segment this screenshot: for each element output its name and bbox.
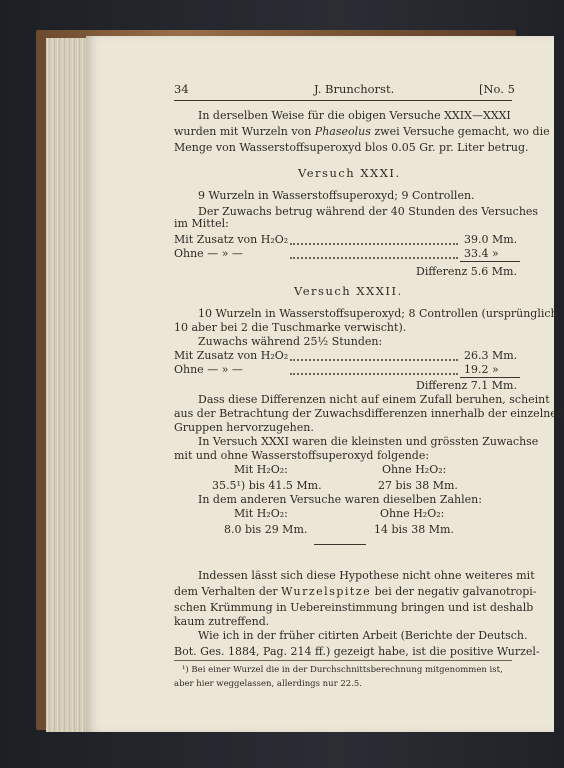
closing-line-2a: dem Verhalten der	[174, 585, 282, 598]
closing-line-2b: bei der negativ galvanotropi-	[371, 585, 537, 598]
v32-mit-label: Mit Zusatz von H₂O₂	[174, 349, 289, 362]
page-edges	[46, 38, 88, 732]
header-rule	[174, 100, 512, 101]
v31-ohne-value: 33.4 »	[464, 247, 499, 260]
intro-italic: Phaseolus	[314, 125, 371, 138]
v32-ohne-dots	[290, 373, 458, 375]
closing-line-6: Bot. Ges. 1884, Pag. 214 ff.) gezeigt habe, ist die positive Wurzel-	[174, 645, 540, 658]
body-line-2: aus der Betrachtung der Zuwachsdifferenzen innerhalb der einzelnen	[174, 407, 564, 420]
footnote-rule	[174, 660, 512, 661]
v31-ohne-label: Ohne — » —	[174, 247, 243, 260]
t1-mit-head: Mit H₂O₂:	[234, 463, 288, 476]
closing-line-1: Indessen lässt sich diese Hypothese nicht ohne weiteres mit	[198, 569, 535, 582]
footnote-line-1: ¹) Bei einer Wurzel die in der Durchschnittsberechnung mitgenommen ist,	[182, 665, 503, 675]
v32-title: Versuch XXXII.	[294, 284, 403, 298]
closing-spaced: Wurzelspitze	[281, 585, 372, 598]
v32-line-3: Zuwachs während 25½ Stunden:	[198, 335, 383, 348]
closing-line-4: kaum zutreffend.	[174, 615, 270, 628]
closing-line-3: schen Krümmung in Uebereinstimmung bringen und ist deshalb	[174, 601, 534, 614]
body-line-4: In Versuch XXXI waren die kleinsten und grössten Zuwachse	[198, 435, 539, 448]
t1-ohne-val: 27 bis 38 Mm.	[378, 479, 458, 492]
body-line-3: Gruppen hervorzugehen.	[174, 421, 314, 434]
intro-line-1: In derselben Weise für die obigen Versuche XXIX—XXXI	[198, 109, 511, 122]
v31-diff: Differenz 5.6 Mm.	[416, 265, 517, 278]
v32-ohne-value: 19.2 »	[464, 363, 499, 376]
t1-mit-val: 35.5¹) bis 41.5 Mm.	[212, 479, 322, 492]
v32-ohne-label: Ohne — » —	[174, 363, 243, 376]
v31-title: Versuch XXXI.	[298, 166, 401, 180]
intro-line-2b: zwei Versuche gemacht, wo die	[370, 125, 550, 138]
t2-ohne-head: Ohne H₂O₂:	[380, 507, 445, 520]
v31-mit-dots	[290, 243, 458, 245]
intro-line-3: Menge von Wasserstoffsuperoxyd blos 0.05 Gr. pr. Liter betrug.	[174, 141, 529, 154]
page-number: 34	[174, 82, 189, 96]
body-line-5: mit und ohne Wasserstoffsuperoxyd folgende:	[174, 449, 430, 462]
t2-mit-val: 8.0 bis 29 Mm.	[224, 523, 308, 536]
book-page	[86, 36, 564, 732]
v31-line-3: im Mittel:	[174, 217, 229, 230]
v31-line-2: Der Zuwachs betrug während der 40 Stunden des Versuches	[198, 205, 539, 218]
closing-line-2	[174, 584, 537, 599]
t2-ohne-val: 14 bis 38 Mm.	[374, 523, 454, 536]
v32-mit-dots	[290, 359, 458, 361]
v32-line-1: 10 Wurzeln in Wasserstoffsuperoxyd; 8 Controllen (ursprünglich	[198, 307, 558, 320]
intro-line-2	[174, 124, 550, 139]
body-line-1: Dass diese Differenzen nicht auf einem Zufall beruhen, scheint	[198, 393, 550, 406]
closing-line-5: Wie ich in der früher citirten Arbeit (Berichte der Deutsch.	[198, 629, 528, 642]
t1-ohne-head: Ohne H₂O₂:	[382, 463, 447, 476]
v32-diff: Differenz 7.1 Mm.	[416, 379, 517, 392]
running-head: J. Brunchorst.	[314, 82, 395, 96]
v31-mit-value: 39.0 Mm.	[464, 233, 518, 246]
section-separator	[314, 544, 366, 545]
t2-mit-head: Mit H₂O₂:	[234, 507, 288, 520]
footnote-line-2: aber hier weggelassen, allerdings nur 22.5.	[174, 679, 363, 689]
v32-line-2: 10 aber bei 2 die Tuschmarke verwischt).	[174, 321, 407, 334]
between-line: In dem anderen Versuche waren dieselben Zahlen:	[198, 493, 482, 506]
issue-number: [No. 5	[479, 82, 515, 96]
v31-ohne-dots	[290, 257, 458, 259]
v31-sum-rule	[460, 261, 520, 262]
v31-mit-label: Mit Zusatz von H₂O₂	[174, 233, 289, 246]
intro-line-2a: wurden mit Wurzeln von	[174, 125, 315, 138]
v31-line-1: 9 Wurzeln in Wasserstoffsuperoxyd; 9 Controllen.	[198, 189, 475, 202]
v32-mit-value: 26.3 Mm.	[464, 349, 518, 362]
